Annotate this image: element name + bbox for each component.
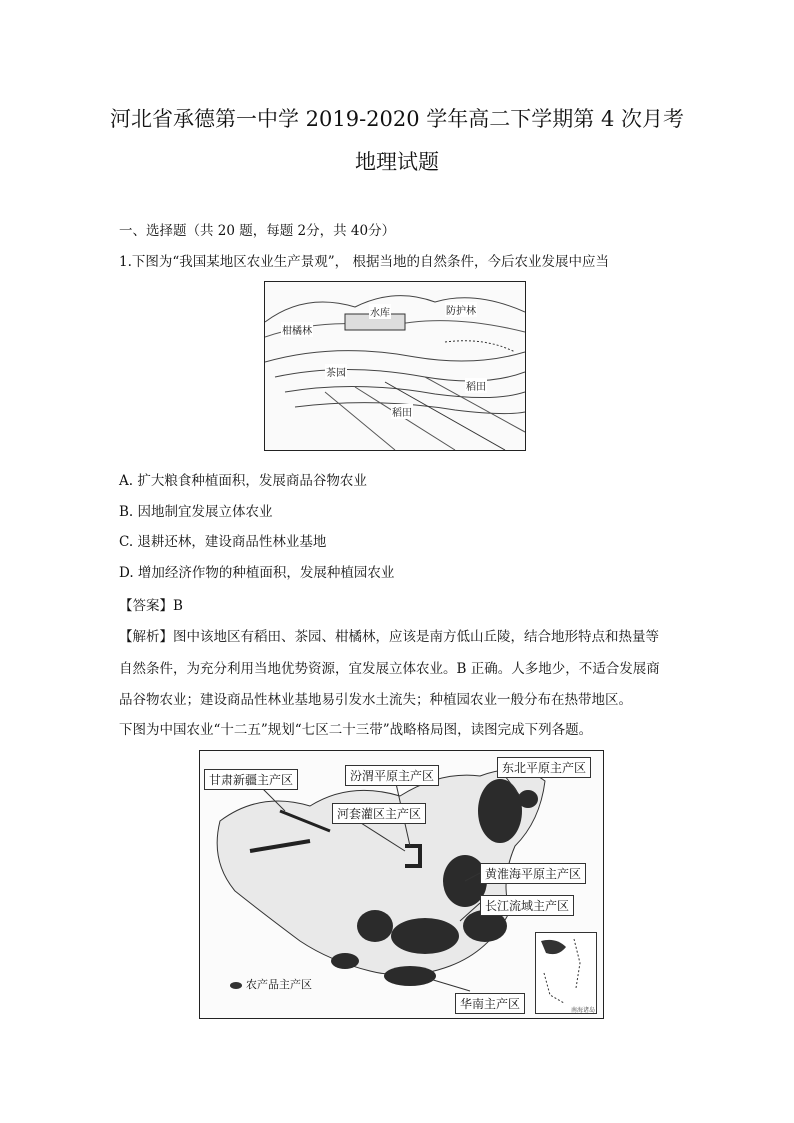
section-header: 一、选择题（共 20 题，每题 2分，共 40分）	[119, 223, 396, 239]
region-changjiang: 长江流域主产区	[480, 895, 574, 916]
label-paddy-2: 稻田	[391, 404, 413, 419]
question-2-intro: 下图为中国农业“十二五”规划“七区二十三带”战略格局图，读图完成下列各题。	[119, 722, 593, 738]
analysis-line-2: 自然条件，为充分利用当地优势资源，宜发展立体农业。B 正确。人多地少，不适合发展商	[119, 661, 660, 677]
map-legend	[230, 976, 312, 992]
label-shelter-forest: 防护林	[445, 302, 477, 317]
label-paddy-1: 稻田	[465, 378, 487, 393]
answer: 【答案】B	[119, 598, 183, 614]
inset-drawing	[536, 933, 596, 1013]
inset-caption: 南海诸岛	[570, 1007, 595, 1014]
option-b: B. 因地制宜发展立体农业	[119, 504, 273, 520]
region-huanghuaihai: 黄淮海平原主产区	[480, 863, 586, 884]
label-citrus: 柑橘林	[281, 322, 313, 337]
legend-label: 农产品主产区	[246, 978, 312, 991]
label-reservoir: 水库	[369, 304, 391, 319]
label-tea: 茶园	[325, 364, 347, 379]
option-a: A. 扩大粮食种植面积，发展商品谷物农业	[119, 473, 367, 489]
analysis-line-3: 品谷物农业；建设商品性林业基地易引发水土流失；种植园农业一般分布在热带地区。	[119, 692, 632, 708]
analysis-line-1: 【解析】图中该地区有稻田、茶园、柑橘林，应该是南方低山丘陵，结合地形特点和热量等	[119, 629, 659, 645]
landscape-sketch	[265, 282, 525, 450]
region-hetao: 河套灌区主产区	[332, 803, 426, 824]
region-gansu-xinjiang: 甘肃新疆主产区	[204, 769, 298, 790]
option-c: C. 退耕还林，建设商品性林业基地	[119, 534, 327, 550]
region-fenwei: 汾渭平原主产区	[345, 765, 439, 786]
title-line-1: 河北省承德第一中学 2019-2020 学年高二下学期第 4 次月考	[109, 107, 685, 131]
question-1-stem: 1.下图为“我国某地区农业生产景观”， 根据当地的自然条件，今后农业发展中应当	[119, 254, 609, 270]
region-huanan: 华南主产区	[455, 993, 525, 1014]
china-agriculture-map	[199, 750, 604, 1019]
farmland-landscape-figure	[264, 281, 526, 451]
south-china-sea-inset	[535, 932, 597, 1014]
region-northeast: 东北平原主产区	[497, 757, 591, 778]
option-d: D. 增加经济作物的种植面积，发展种植园农业	[119, 565, 395, 581]
legend-swatch	[230, 982, 242, 989]
title-line-2: 地理试题	[355, 150, 439, 174]
